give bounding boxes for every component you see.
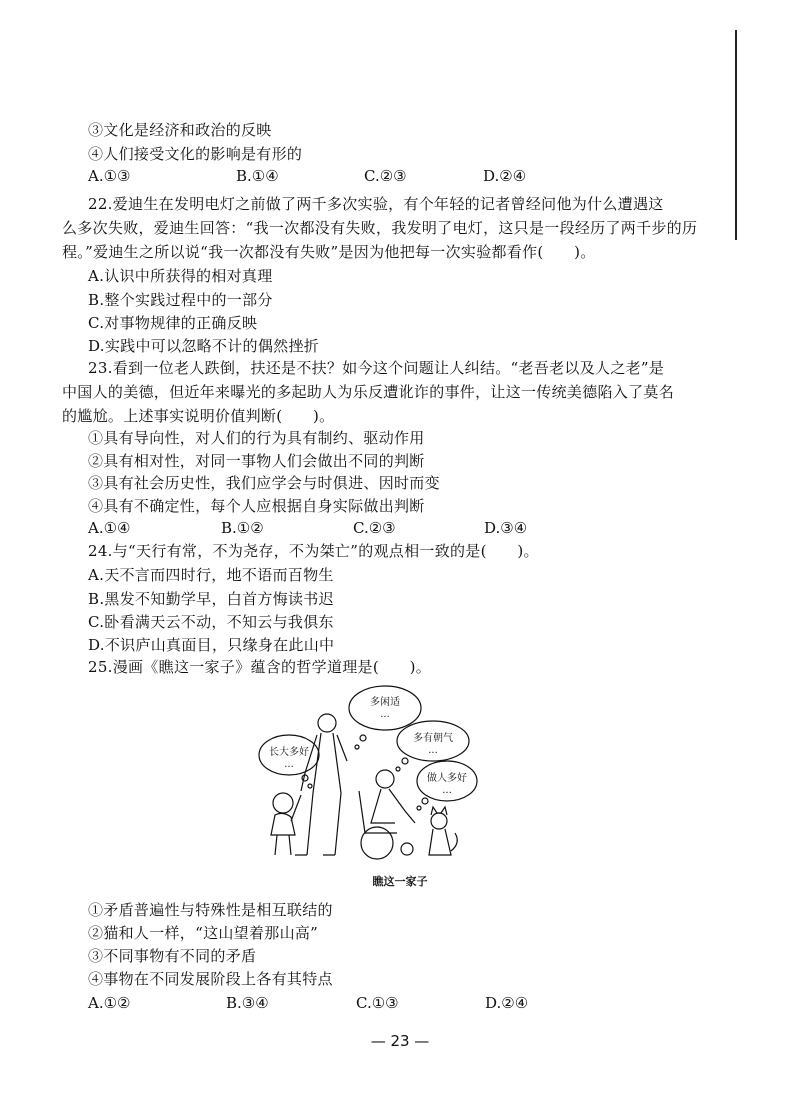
- choice-a: A.①④: [88, 519, 131, 537]
- q23-option-4: ④具有不确定性，每个人应根据自身实际做出判断: [88, 497, 425, 515]
- q22-option-a: A.认识中所获得的相对真理: [88, 267, 273, 285]
- q23-stem-line-3: 的尴尬。上述事实说明价值判断( )。: [62, 407, 335, 425]
- child-figure: [271, 793, 301, 855]
- q24-option-a: A.天不言而四时行，地不语而百物生: [88, 566, 334, 584]
- choice-c: C.①③: [356, 994, 399, 1012]
- choice-d: D.③④: [484, 519, 528, 537]
- q22-option-c: C.对事物规律的正确反映: [88, 314, 258, 332]
- option-4: ④人们接受文化的影响是有形的: [88, 145, 303, 163]
- q23-stem-line-1: 23.看到一位老人跌倒，扶还是不扶？如今这个问题让人纠结。“老吾老以及人之老”是: [88, 359, 665, 377]
- q22-stem-line-3: 程。”爱迪生之所以说“我一次都没有失败”是因为他把每一次实验都看作( )。: [62, 243, 596, 261]
- cat-figure: [429, 807, 457, 855]
- choice-b: B.①④: [236, 167, 279, 185]
- thought-bubble-1: [349, 686, 421, 730]
- bubble-ellipsis-1: ...: [380, 709, 390, 720]
- cartoon-caption: 瞧这一家子: [372, 875, 428, 888]
- q25-option-3: ③不同事物有不同的矛盾: [88, 947, 257, 965]
- choice-c: C.②③: [353, 519, 396, 537]
- choice-b: B.③④: [226, 994, 269, 1012]
- elder-in-wheelchair: [359, 770, 415, 859]
- bubble-ellipsis-2: ...: [428, 745, 438, 756]
- margin-rule: [735, 30, 737, 240]
- q25-option-2: ②猫和人一样，“这山望着那山高”: [88, 924, 319, 942]
- bubble-ellipsis-3: ...: [284, 759, 294, 770]
- choice-c: C.②③: [364, 167, 407, 185]
- q22-stem-line-2: 么多次失败，爱迪生回答：“我一次都没有失败，我发明了电灯，这只是一段经历了两千步的历: [62, 219, 698, 237]
- q24-option-c: C.卧看满天云不动，不知云与我俱东: [88, 613, 334, 631]
- choice-d: D.②④: [485, 994, 529, 1012]
- q23-stem-line-2: 中国人的美德，但近年来曝光的多起助人为乐反遭讹诈的事件，让这一传统美德陷入了莫名: [62, 383, 675, 401]
- choice-d: D.②④: [483, 167, 527, 185]
- q25-stem: 25.漫画《瞧这一家子》蕴含的哲学道理是( )。: [88, 658, 432, 676]
- option-3: ③文化是经济和政治的反映: [88, 121, 272, 139]
- q25-option-1: ①矛盾普遍性与特殊性是相互联结的: [88, 901, 333, 919]
- q22-option-d: D.实践中可以忽略不计的偶然挫折: [88, 337, 320, 355]
- choice-a: A.①②: [88, 994, 131, 1012]
- bubble-text-3: 长大多好: [269, 747, 309, 758]
- page-number: — 23 —: [370, 1032, 430, 1050]
- q24-option-b: B.黑发不知勤学早，白首方悔读书迟: [88, 590, 334, 608]
- bubble-ellipsis-4: ...: [442, 785, 452, 796]
- q23-option-2: ②具有相对性，对同一事物人们会做出不同的判断: [88, 452, 425, 470]
- choice-a: A.①③: [88, 167, 131, 185]
- q22-option-b: B.整个实践过程中的一部分: [88, 291, 273, 309]
- choice-b: B.①②: [221, 519, 264, 537]
- q24-option-d: D.不识庐山真面目，只缘身在此山中: [88, 636, 335, 654]
- father-figure: [295, 714, 347, 855]
- q23-option-1: ①具有导向性，对人们的行为具有制约、驱动作用: [88, 429, 425, 447]
- q22-stem-line-1: 22.爱迪生在发明电灯之前做了两千多次实验，有个年轻的记者曾经问他为什么遭遇这: [88, 195, 664, 213]
- q24-stem: 24.与“天行有常，不为尧存，不为桀亡”的观点相一致的是( )。: [88, 542, 539, 560]
- bubble-text-4: 做人多好: [427, 773, 467, 784]
- bubble-text-1: 多闲适: [370, 697, 400, 708]
- bubble-text-2: 多有朝气: [413, 733, 453, 744]
- cartoon-illustration: [255, 683, 485, 868]
- q23-option-3: ③具有社会历史性，我们应学会与时俱进、因时而变: [88, 474, 440, 492]
- q25-option-4: ④事物在不同发展阶段上各有其特点: [88, 970, 333, 988]
